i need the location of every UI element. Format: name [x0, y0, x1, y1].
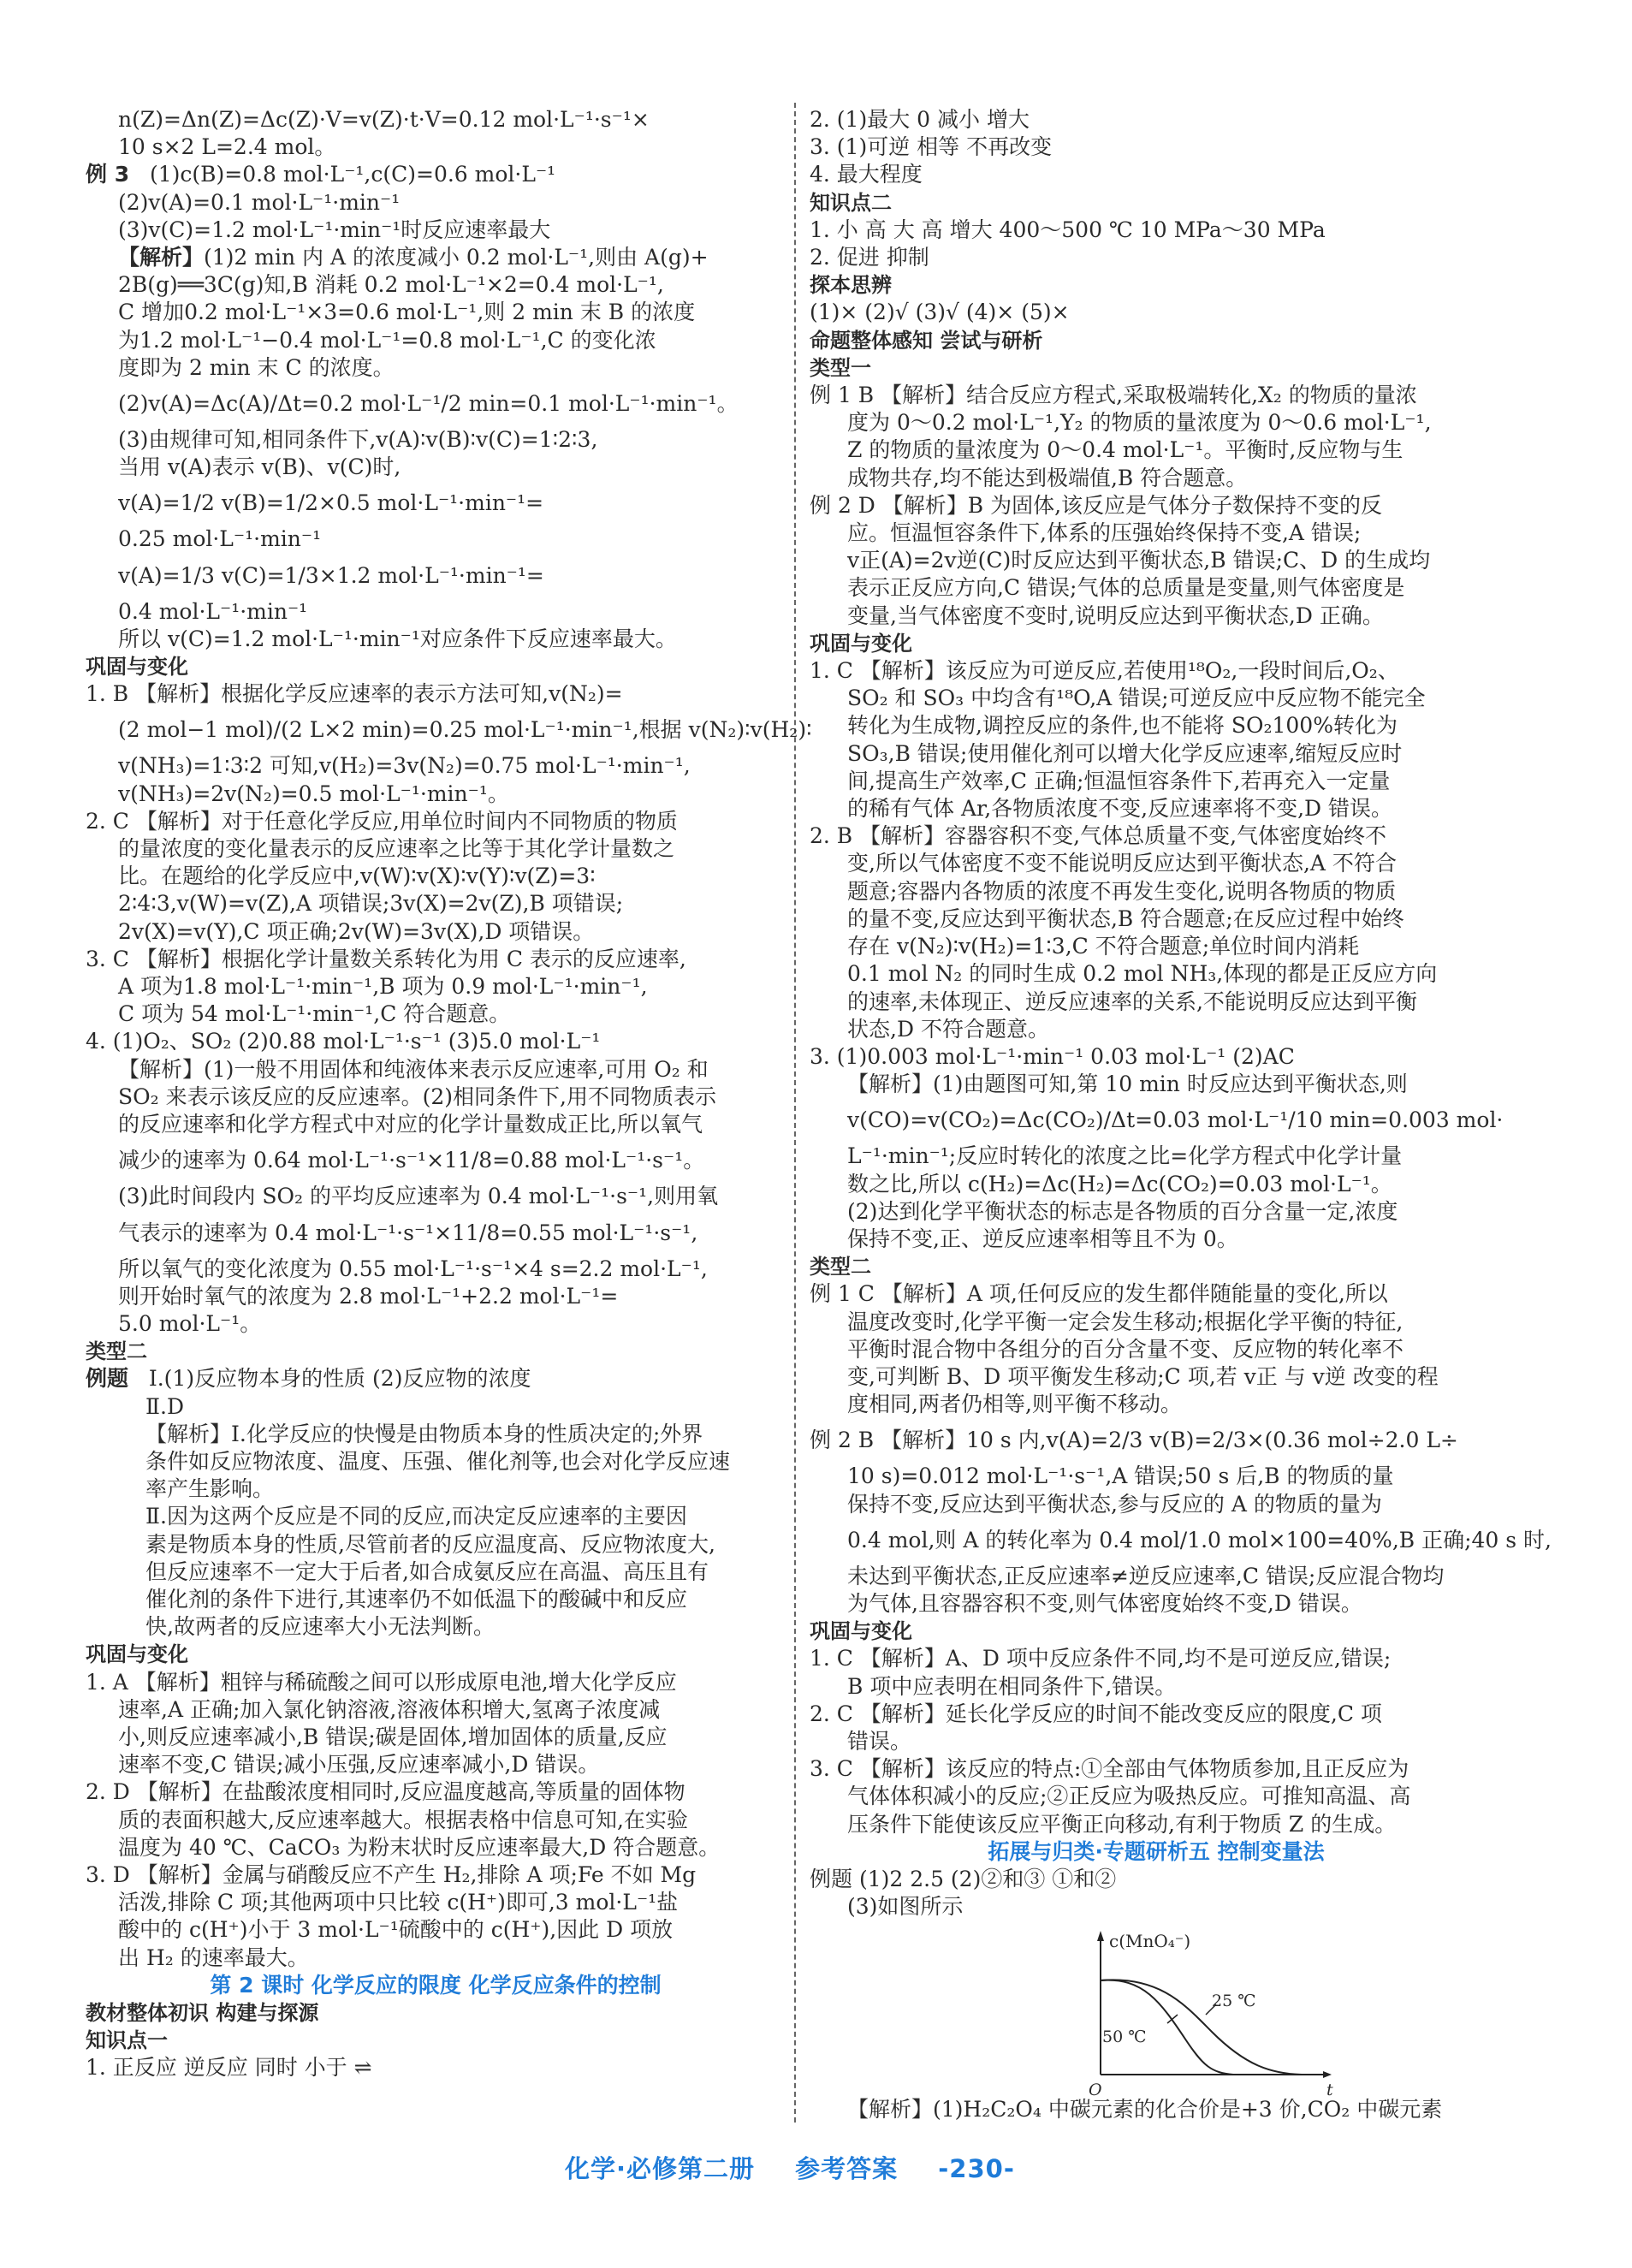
text-line: 则开始时氧气的浓度为 2.8 mol·L⁻¹+2.2 mol·L⁻¹= [118, 1283, 619, 1309]
text-line: 0.25 mol·L⁻¹·min⁻¹ [118, 526, 322, 552]
text-line: 10 s)=0.012 mol·L⁻¹·s⁻¹,A 错误;50 s 后,B 的物质的量 [847, 1464, 1394, 1489]
topic-title: 拓展与归类·专题研析五 控制变量法 [988, 1838, 1325, 1864]
text-line: 应。恒温恒容条件下,体系的压强始终保持不变,A 错误; [847, 520, 1362, 546]
subject-label: 化学·必修第二册 [565, 2154, 756, 2183]
answer-item: (1)× (2)√ (3)√ (4)× (5)× [810, 300, 1070, 325]
text-line: 速率,A 正确;加入氯化钠溶液,溶液体积增大,氢离子浓度减 [118, 1696, 661, 1722]
answer-item: 2. C 【解析】对于任意化学反应,用单位时间内不同物质的物质 [86, 808, 678, 834]
section-heading: 教材整体初识 构建与探源 [86, 2000, 319, 2025]
fraction-line: (2 mol−1 mol)/(2 L×2 min)=0.25 mol·L⁻¹·min⁻¹,根据 v(N₂)∶v(H₂)∶ [118, 717, 812, 743]
answer-item: 3. C 【解析】根据化学计量数关系转化为用 C 表示的反应速率, [86, 946, 686, 971]
answer-item: 1. 正反应 逆反应 同时 小于 ⇌ [86, 2055, 372, 2081]
example-label: 例题 [86, 1366, 129, 1392]
section-heading: 类型一 [810, 355, 871, 380]
text-line: 条件如反应物浓度、温度、压强、催化剂等,也会对化学反应速 [145, 1448, 730, 1474]
example-item: 例 1 B 【解析】结合反应方程式,采取极端转化,X₂ 的物质的量浓 [810, 383, 1417, 408]
text-line: 2B(g)══3C(g)知,B 消耗 0.2 mol·L⁻¹×2=0.4 mol·L⁻¹, [118, 272, 664, 298]
answer-item: 2. 促进 抑制 [810, 245, 929, 270]
text-line: 题意;容器内各物质的浓度不再发生变化,说明各物质的物质 [847, 878, 1397, 904]
text-line: B 项中应表明在相同条件下,错误。 [847, 1673, 1177, 1699]
answer-item: 2. D 【解析】在盐酸浓度相同时,反应温度越高,等质量的固体物 [86, 1779, 685, 1805]
answer-text: Ⅰ.(1)反应物本身的性质 (2)反应物的浓度 [148, 1366, 531, 1392]
text-line: 为1.2 mol·L⁻¹−0.4 mol·L⁻¹=0.8 mol·L⁻¹,C 的变化浓 [118, 327, 656, 353]
analysis-line: 【解析】(1)H₂C₂O₄ 中碳元素的化合价是+3 价,CO₂ 中碳元素 [847, 2097, 1443, 2123]
text-line: (3)如图所示 [847, 1894, 964, 1920]
text-line: 小,则反应速率减小,B 错误;碳是固体,增加固体的质量,反应 [118, 1724, 668, 1749]
text-line: 所以氧气的变化浓度为 0.55 mol·L⁻¹·s⁻¹×4 s=2.2 mol·L⁻¹, [118, 1256, 708, 1281]
section-heading: 巩固与变化 [810, 1619, 912, 1644]
x-axis-label: t [1326, 2081, 1333, 2100]
example-item: 例题 (1)2 2.5 (2)②和③ ①和② [810, 1866, 1117, 1891]
right-column [810, 106, 1552, 2124]
analysis-label: 【解析】 [118, 245, 205, 270]
text-line: (3)v(C)=1.2 mol·L⁻¹·min⁻¹时反应速率最大 [118, 217, 551, 242]
text-line: 催化剂的条件下进行,其速率仍不如低温下的酸碱中和反应 [145, 1586, 687, 1612]
example-label: 例 3 [86, 162, 130, 187]
example-item: 例 1 C 【解析】A 项,任何反应的发生都伴随能量的变化,所以 [810, 1281, 1388, 1307]
text-line: A 项为1.8 mol·L⁻¹·min⁻¹,B 项为 0.9 mol·L⁻¹·min⁻¹, [118, 974, 648, 1000]
text-line: 快,故两者的反应速率大小无法判断。 [145, 1614, 495, 1640]
text-line: Ⅱ.因为这两个反应是不同的反应,而决定反应速率的主要因 [145, 1504, 687, 1529]
text-line: 的反应速率和化学方程式中对应的化学计量数成正比,所以氧气 [118, 1112, 703, 1137]
fraction-line: 减少的速率为 0.64 mol·L⁻¹·s⁻¹×11/8=0.88 mol·L⁻¹·s⁻¹。 [118, 1148, 705, 1173]
text-line: v(NH₃)=1∶3∶2 可知,v(H₂)=3v(N₂)=0.75 mol·L⁻¹·min⁻¹, [118, 753, 691, 779]
fraction-line: v(CO)=v(CO₂)=Δc(CO₂)/Δt=0.03 mol·L⁻¹/10 min=0.003 mol· [847, 1107, 1504, 1133]
text-line: (2)v(A)=0.1 mol·L⁻¹·min⁻¹ [118, 189, 401, 215]
text-line: SO₃,B 错误;使用催化剂可以增大化学反应速率,缩短反应时 [847, 740, 1403, 766]
example-item: 例 2 B 【解析】10 s 内,v(A)=2/3 v(B)=2/3×(0.36 mol÷2.0 L÷ [810, 1428, 1458, 1453]
text-line: (3)此时间段内 SO₂ 的平均反应速率为 0.4 mol·L⁻¹·s⁻¹,则用氧 [118, 1184, 719, 1209]
text-line: 间,提高生产效率,C 正确;恒温恒容条件下,若再充入一定量 [847, 768, 1391, 793]
text-line: 当用 v(A)表示 v(B)、v(C)时, [118, 454, 401, 480]
text-line: 酸中的 c(H⁺)小于 3 mol·L⁻¹硫酸中的 c(H⁺),因此 D 项放 [118, 1917, 674, 1943]
curve-label-25: 25 ℃ [1212, 1992, 1256, 2011]
answer-item: 2. (1)最大 0 减小 增大 [810, 107, 1030, 132]
text-line: (3)由规律可知,相同条件下,v(A)∶v(B)∶v(C)=1∶2∶3, [118, 427, 598, 453]
subsection-heading: 知识点一 [86, 2028, 168, 2053]
answer-item: 1. B 【解析】根据化学反应速率的表示方法可知,v(N₂)= [86, 681, 623, 707]
text-line: 为气体,且容器容积不变,则气体密度始终不变,D 错误。 [847, 1590, 1362, 1616]
text-line: 2v(X)=v(Y),C 项正确;2v(W)=3v(X),D 项错误。 [118, 918, 595, 944]
text-line: (2)达到化学平衡状态的标志是各物质的百分含量一定,浓度 [847, 1198, 1398, 1224]
text-line: 率产生影响。 [145, 1476, 275, 1502]
fraction-line: (2)v(A)=Δc(A)/Δt=0.2 mol·L⁻¹/2 min=0.1 mol·L⁻¹·min⁻¹。 [118, 391, 739, 417]
text-line: 温度为 40 ℃、CaCO₃ 为粉末状时反应速率最大,D 符合题意。 [118, 1834, 721, 1860]
text-line: 素是物质本身的性质,尽管前者的反应温度高、反应物浓度大, [145, 1531, 715, 1557]
text-line: 0.1 mol N₂ 的同时生成 0.2 mol NH₃,体现的都是正反应方向 [847, 961, 1438, 987]
answer-item: 1. C 【解析】该反应为可逆反应,若使用¹⁸O₂,一段时间后,O₂、 [810, 658, 1399, 684]
fraction-line: v(A)=1/3 v(C)=1/3×1.2 mol·L⁻¹·min⁻¹= [118, 562, 544, 588]
text-line: 未达到平衡状态,正反应速率≠逆反应速率,C 错误;反应混合物均 [847, 1563, 1445, 1588]
text-line: 【解析】(1)由题图可知,第 10 min 时反应达到平衡状态,则 [847, 1072, 1408, 1097]
text-line: 变,所以气体密度不变不能说明反应达到平衡状态,A 不符合 [847, 851, 1397, 876]
text-line: 质的表面积越大,反应速率越大。根据表格中信息可知,在实验 [118, 1807, 688, 1832]
y-axis-label: c(MnO₄⁻) [1109, 1931, 1191, 1952]
text-line: 活泼,排除 C 项;其他两项中只比较 c(H⁺)即可,3 mol·L⁻¹盐 [118, 1890, 679, 1915]
analysis-line [86, 244, 786, 271]
text-line: 存在 v(N₂)∶v(H₂)=1∶3,C 不符合题意;单位时间内消耗 [847, 934, 1360, 959]
text-line: 度为 0～0.2 mol·L⁻¹,Y₂ 的物质的量浓度为 0～0.6 mol·L⁻¹, [847, 410, 1432, 436]
answer-item: 1. A 【解析】粗锌与稀硫酸之间可以形成原电池,增大化学反应 [86, 1669, 677, 1695]
subsection-heading: 知识点二 [810, 190, 892, 215]
text-line: 变,可判断 B、D 项平衡发生移动;C 项,若 v正 与 v逆 改变的程 [847, 1363, 1439, 1389]
text-line: 的量不变,反应达到平衡状态,B 符合题意;在反应过程中始终 [847, 905, 1404, 931]
text-line: 的量浓度的变化量表示的反应速率之比等于其化学计量数之 [118, 836, 675, 862]
section-heading: 类型二 [810, 1255, 871, 1279]
text-line: 气体体积减小的反应;②正反应为吸热反应。可推知高温、高 [847, 1784, 1411, 1809]
page-footer [565, 2150, 1046, 2185]
text-line: C 增加0.2 mol·L⁻¹×3=0.6 mol·L⁻¹,则 2 min 末 B 的浓度 [118, 300, 696, 325]
text-line: 温度改变时,化学平衡一定会发生移动;根据化学平衡的特征, [847, 1309, 1404, 1334]
text-line: 速率不变,C 错误;减小压强,反应速率减小,D 错误。 [118, 1752, 600, 1778]
concentration-time-graph [1066, 1921, 1357, 2100]
text-line: 度即为 2 min 末 C 的浓度。 [118, 354, 395, 380]
text-line: 保持不变,正、逆反应速率相等且不为 0。 [847, 1226, 1238, 1251]
section-heading: 类型二 [86, 1339, 147, 1364]
text-line: 2∶4∶3,v(W)=v(Z),A 项错误;3v(X)=2v(Z),B 项错误; [118, 891, 624, 917]
fraction-line: 0.4 mol,则 A 的转化率为 0.4 mol/1.0 mol×100=40%,B 正确;40 s 时, [847, 1527, 1552, 1553]
section-heading: 巩固与变化 [86, 1642, 188, 1667]
text-line: 比。在题给的化学反应中,v(W)∶v(X)∶v(Y)∶v(Z)=3∶ [118, 864, 596, 889]
column-divider [794, 103, 796, 2123]
text-line: 度相同,两者仍相等,则平衡不移动。 [847, 1392, 1182, 1417]
text-line: 状态,D 不符合题意。 [847, 1016, 1049, 1042]
answer-item: 4. (1)O₂、SO₂ (2)0.88 mol·L⁻¹·s⁻¹ (3)5.0 mol·L⁻¹ [86, 1029, 601, 1054]
text-line: C 项为 54 mol·L⁻¹·min⁻¹,C 符合题意。 [118, 1001, 511, 1027]
answer-item: 2. C 【解析】延长化学反应的时间不能改变反应的限度,C 项 [810, 1701, 1382, 1726]
left-column [86, 106, 812, 2082]
text-line: SO₂ 来表示该反应的反应速率。(2)相同条件下,用不同物质表示 [118, 1084, 716, 1109]
section-heading: 巩固与变化 [86, 655, 188, 680]
answer-item: 3. C 【解析】该反应的特点:①全部由气体物质参加,且正反应为 [810, 1756, 1409, 1782]
fraction-line: 气表示的速率为 0.4 mol·L⁻¹·s⁻¹×11/8=0.55 mol·L⁻¹·s⁻¹, [118, 1220, 698, 1245]
example-item [86, 1365, 786, 1392]
text-line: 转化为生成物,调控反应的条件,也不能将 SO₂100%转化为 [847, 713, 1398, 739]
answer-item: 1. 小 高 大 高 增大 400～500 ℃ 10 MPa～30 MPa [810, 217, 1326, 242]
answer-text: (1)c(B)=0.8 mol·L⁻¹,c(C)=0.6 mol·L⁻¹ [149, 162, 556, 187]
text-line: 所以 v(C)=1.2 mol·L⁻¹·min⁻¹对应条件下反应速率最大。 [118, 626, 677, 651]
answer-item: 3. D 【解析】金属与硝酸反应不产生 H₂,排除 A 项;Fe 不如 Mg [86, 1861, 697, 1887]
answer-item: 1. C 【解析】A、D 项中反应条件不同,均不是可逆反应,错误; [810, 1646, 1392, 1671]
text-line: 5.0 mol·L⁻¹。 [118, 1310, 262, 1336]
page-number: -230- [938, 2154, 1015, 2183]
text-line: 保持不变,反应达到平衡状态,参与反应的 A 的物质的量为 [847, 1491, 1382, 1517]
answer-item: 3. (1)0.003 mol·L⁻¹·min⁻¹ 0.03 mol·L⁻¹ (2)AC [810, 1043, 1295, 1069]
example-item: 例 2 D 【解析】B 为固体,该反应是气体分子数保持不变的反 [810, 492, 1383, 518]
origin-label: O [1089, 2081, 1102, 2100]
text-line: 数之比,所以 c(H₂)=Δc(H₂)=Δc(CO₂)=0.03 mol·L⁻¹。 [847, 1171, 1392, 1196]
text-line: v正(A)=2v逆(C)时反应达到平衡状态,B 错误;C、D 的生成均 [847, 548, 1431, 573]
answer-item: 4. 最大程度 [810, 162, 923, 187]
text-line: 错误。 [847, 1728, 912, 1754]
text-line: 变量,当气体密度不变时,说明反应达到平衡状态,D 正确。 [847, 603, 1384, 628]
section-label: 参考答案 [795, 2154, 899, 2183]
text-line: 的速率,未体现正、逆反应速率的关系,不能说明反应达到平衡 [847, 989, 1417, 1014]
text-line: 出 H₂ 的速率最大。 [118, 1944, 309, 1970]
text-line: 10 s×2 L=2.4 mol。 [118, 134, 336, 160]
lesson-title: 第 2 课时 化学反应的限度 化学反应条件的控制 [210, 1972, 662, 1998]
text-line: 成物共存,均不能达到极端值,B 符合题意。 [847, 465, 1248, 490]
section-heading: 命题整体感知 尝试与研析 [810, 328, 1043, 353]
text-line: Ⅱ.D [145, 1393, 184, 1419]
curve-label-50: 50 ℃ [1102, 2028, 1147, 2047]
text-line: 但反应速率不一定大于后者,如合成氨反应在高温、高压且有 [145, 1559, 709, 1584]
text-line: 平衡时混合物中各组分的百分含量不变、反应物的转化率不 [847, 1336, 1404, 1362]
text-line: 【解析】(1)一般不用固体和纯液体来表示反应速率,可用 O₂ 和 [118, 1056, 709, 1082]
answer-item: 3. (1)可逆 相等 不再改变 [810, 134, 1053, 160]
answer-item: 2. B 【解析】容器容积不变,气体总质量不变,气体密度始终不 [810, 823, 1387, 849]
fraction-line: v(A)=1/2 v(B)=1/2×0.5 mol·L⁻¹·min⁻¹= [118, 490, 544, 516]
subsection-heading: 探本思辨 [810, 273, 892, 298]
text-line: 的稀有气体 Ar,各物质浓度不变,反应速率将不变,D 错误。 [847, 796, 1393, 822]
text-line: v(NH₃)=2v(N₂)=0.5 mol·L⁻¹·min⁻¹。 [118, 781, 509, 806]
text-line: 0.4 mol·L⁻¹·min⁻¹ [118, 598, 308, 624]
analysis-text: (1)2 min 内 A 的浓度减小 0.2 mol·L⁻¹,则由 A(g)+ [204, 245, 709, 270]
section-heading: 巩固与变化 [810, 631, 912, 656]
text-line: SO₂ 和 SO₃ 中均含有¹⁸O,A 错误;可逆反应中反应物不能完全 [847, 686, 1426, 711]
text-line: 压条件下能使该反应平衡正向移动,有利于物质 Z 的生成。 [847, 1811, 1397, 1837]
text-line: 表示正反应方向,C 错误;气体的总质量是变量,则气体密度是 [847, 575, 1405, 601]
example-3 [86, 161, 786, 188]
text-line: 【解析】Ⅰ.化学反应的快慢是由物质本身的性质决定的;外界 [145, 1421, 703, 1446]
text-line: Z 的物质的量浓度为 0～0.4 mol·L⁻¹。平衡时,反应物与生 [847, 437, 1404, 463]
text-line: L⁻¹·min⁻¹;反应时转化的浓度之比=化学方程式中化学计量 [847, 1143, 1403, 1169]
text-line: n(Z)=Δn(Z)=Δc(Z)·V=v(Z)·t·V=0.12 mol·L⁻¹·s⁻¹× [118, 107, 650, 132]
